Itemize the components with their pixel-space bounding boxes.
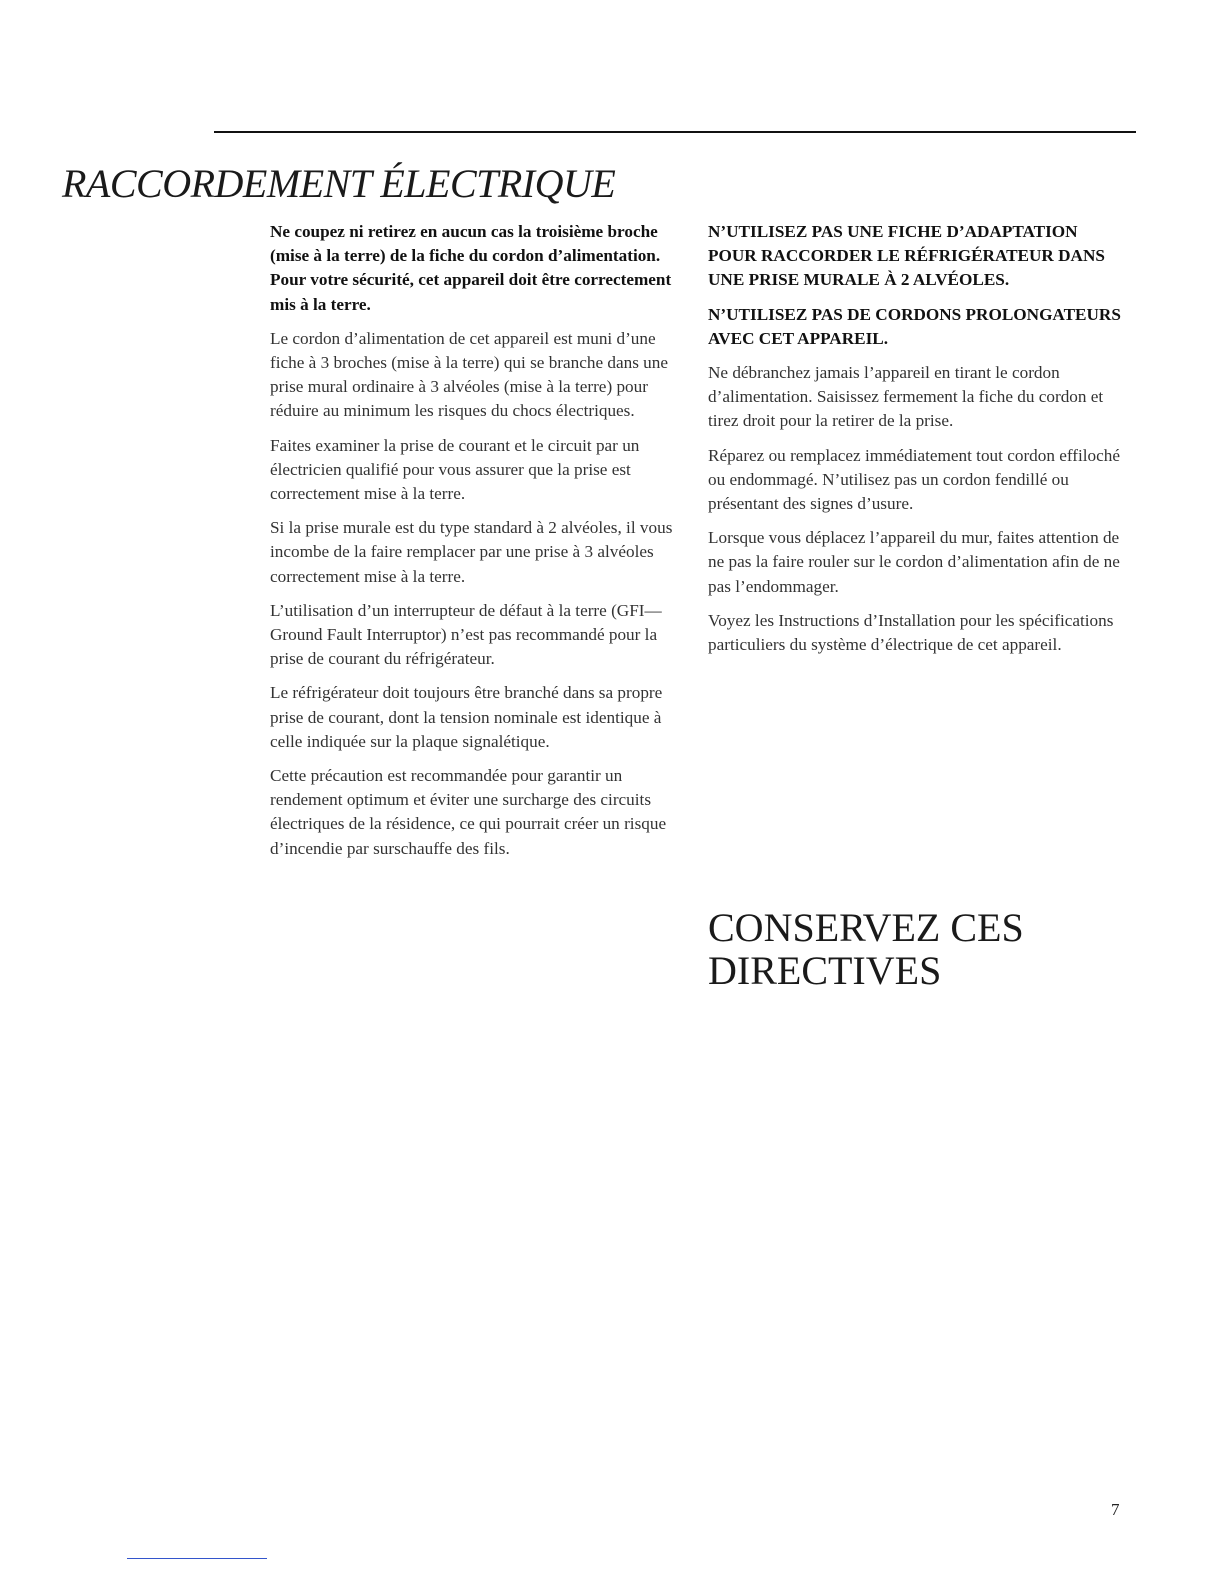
extension-cord-warning: N’UTILISEZ PAS DE CORDONS PROLONGATEURS AVEC CET APPAREIL. xyxy=(708,304,1121,348)
paragraph-gfi: L’utilisation d’un interrupteur de défaut à la terre (GFI—Ground Fault Interruptor) n’est pas recommandé pour la prise de courant du réfrigérateur. xyxy=(270,600,662,669)
page-title: RACCORDEMENT ÉLECTRIQUE xyxy=(62,161,616,206)
adapter-plug-warning: N’UTILISEZ PAS UNE FICHE D’ADAPTATION POUR RACCORDER LE RÉFRIGÉRATEUR DANS UNE PRISE MURALE À 2 ALVÉOLES. xyxy=(708,222,1105,290)
paragraph-outlet-check: Faites examiner la prise de courant et le circuit par un électricien qualifié pour vous assurer que la prise est correctement mise à la terre. xyxy=(270,435,640,504)
paragraph-precaution: Cette précaution est recommandée pour garantir un rendement optimum et éviter une surcharge des circuits électriques de la résidence, ce qui pourrait créer un risque d’incendie par surschauffe des fils. xyxy=(270,766,667,858)
paragraph-moving-appliance: Lorsque vous déplacez l’appareil du mur, faites attention de ne pas la faire rouler sur le cordon d’alimentation afin de ne pas l’endommager. xyxy=(708,528,1120,596)
paragraph-unplugging: Ne débranchez jamais l’appareil en tirant le cordon d’alimentation. Saisissez fermement la fiche du cordon et tirez droit pour la retirer de la prise. xyxy=(708,363,1104,431)
save-heading-text: CONSERVEZ CES DIRECTIVES xyxy=(708,905,1024,993)
top-rule xyxy=(214,131,1136,133)
paragraph-damaged-cord: Réparez ou remplacez immédiatement tout cordon effiloché ou endommagé. N’utilisez pas un cordon fendillé ou présentant des signes d’usure. xyxy=(708,445,1121,514)
bottom-rule xyxy=(127,1558,267,1559)
grounding-warning: Ne coupez ni retirez en aucun cas la troisième broche (mise à la terre) de la fiche du cordon d’alimentation. Pour votre sécurité, cet appareil doit être correctement mis à la terre. xyxy=(270,222,672,314)
paragraph-installation-instructions: Voyez les Instructions d’Installation pour les spécifications particuliers du système d’électrique de cet appareil. xyxy=(708,610,1114,655)
paragraph-dedicated-outlet: Le réfrigérateur doit toujours être branché dans sa propre prise de courant, dont la tension nominale est identique à celle indiquée sur la plaque signalétique. xyxy=(270,683,663,751)
save-instructions-heading xyxy=(708,906,1068,992)
paragraph-three-prong-plug: Le cordon d’alimentation de cet appareil est muni d’une fiche à 3 broches (mise à la terre) qui se branche dans une prise mural ordinaire à 3 alvéoles (mise à la terre) pour réduire au minimum les risques du chocs électriques. xyxy=(270,328,668,421)
paragraph-two-slot-outlet: Si la prise murale est du type standard à 2 alvéoles, il vous incombe de la faire remplacer par une prise à 3 alvéoles correctement mise à la terre. xyxy=(270,518,673,586)
page-number: 7 xyxy=(1111,1500,1120,1519)
left-column xyxy=(270,220,682,871)
right-column xyxy=(708,220,1128,667)
